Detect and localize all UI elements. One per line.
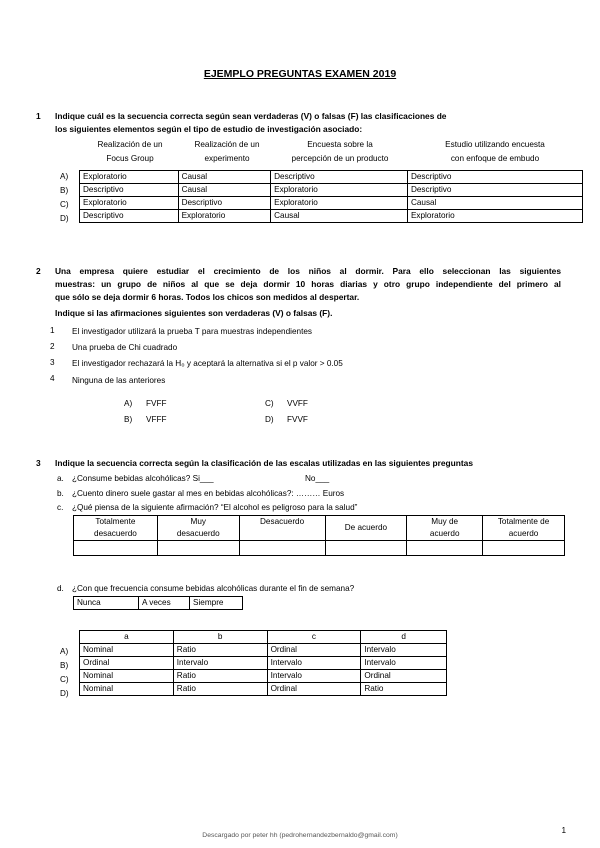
q3-answer-table [79, 630, 447, 696]
scale-cell [157, 516, 239, 541]
table-cell: Ratio [361, 683, 447, 696]
table-row [80, 670, 447, 683]
table-cell: Descriptivo [407, 171, 582, 184]
question-1-text-line1: Indique cuál es la secuencia correcta según sean verdaderas (V) o falsas (F) las clasificaciones de [55, 111, 447, 121]
scale-cell [407, 516, 483, 541]
subquestion-letter-a: a. [57, 474, 64, 483]
subquestion-a-no: No___ [305, 474, 330, 483]
list-item-number: 2 [50, 342, 55, 351]
question-2-instruction: Indique si las afirmaciones siguientes son verdaderas (V) o falsas (F). [55, 308, 333, 318]
list-item: El investigador rechazará la H₀ y aceptará la alternativa si el p valor > 0.05 [72, 359, 343, 368]
table-cell: Ordinal [267, 683, 361, 696]
q1-header-col2-line1: Realización de un [194, 140, 260, 149]
scale-line: Totalmente de [497, 517, 550, 526]
table-cell: Intervalo [267, 670, 361, 683]
scale-blank-cell[interactable] [157, 541, 239, 556]
table-row [74, 597, 243, 610]
table-cell: Exploratorio [271, 184, 408, 197]
table-cell: Ordinal [80, 657, 174, 670]
scale-line: desacuerdo [176, 529, 220, 538]
scale-blank-cell[interactable] [74, 541, 158, 556]
question-2-text-line1: Una empresa quiere estudiar el crecimiento de los niños al dormir. Para ello seleccionan las siguientes [55, 266, 561, 276]
q1-header-col3-line2: percepción de un producto [291, 154, 389, 163]
q1-header-col1-line1: Realización de un [97, 140, 163, 149]
frequency-table [73, 596, 243, 610]
table-cell: Causal [178, 184, 271, 197]
q1-header-col1 [78, 138, 182, 166]
scale-line: acuerdo [429, 529, 460, 538]
q3-letter-d: D) [60, 689, 69, 698]
table-cell: Nominal [80, 670, 174, 683]
scale-cell [325, 516, 407, 541]
scale-line: Muy de [431, 517, 459, 526]
scale-blank-cell[interactable] [483, 541, 565, 556]
table-row [80, 197, 583, 210]
table-row [80, 657, 447, 670]
list-item-number: 1 [50, 326, 55, 335]
question-1-number: 1 [36, 111, 41, 121]
option-letter-a: A) [124, 399, 133, 408]
option-value-d: FVVF [287, 415, 308, 424]
q1-letter-b: B) [60, 186, 69, 195]
q1-letter-a: A) [60, 172, 69, 181]
table-cell: Descriptivo [80, 210, 179, 223]
table-row [74, 541, 565, 556]
subquestion-b: ¿Cuento dinero suele gastar al mes en bebidas alcohólicas?: ……… Euros [72, 489, 345, 498]
scale-cell [483, 516, 565, 541]
table-cell: Ratio [173, 670, 267, 683]
subquestion-letter-b: b. [57, 489, 64, 498]
subquestion-d: ¿Con que frecuencia consume bebidas alcohólicas durante el fin de semana? [72, 584, 355, 593]
list-item-number: 3 [50, 358, 55, 367]
table-cell: Intervalo [361, 657, 447, 670]
column-header: b [173, 631, 267, 644]
table-cell: Exploratorio [80, 171, 179, 184]
list-item: Ninguna de las anteriores [72, 376, 166, 385]
list-item-number: 4 [50, 374, 55, 383]
q3-letter-a: A) [60, 647, 69, 656]
question-3-text: Indique la secuencia correcta según la clasificación de las escalas utilizadas en las siguientes preguntas [55, 458, 473, 468]
table-header-row [80, 631, 447, 644]
scale-blank-cell[interactable] [325, 541, 407, 556]
table-cell: Descriptivo [178, 197, 271, 210]
q1-answer-table [79, 170, 583, 223]
option-letter-c: C) [265, 399, 274, 408]
q1-header-col4-line1: Estudio utilizando encuesta [445, 140, 545, 149]
table-cell: Ordinal [267, 644, 361, 657]
q1-header-col4-line2: con enfoque de embudo [450, 154, 540, 163]
table-cell: Descriptivo [407, 184, 582, 197]
q1-header-col2-line2: experimento [204, 154, 250, 163]
table-row [80, 644, 447, 657]
q1-header-col3 [270, 138, 410, 166]
table-cell: Ratio [173, 683, 267, 696]
scale-cell [239, 516, 325, 541]
table-cell: Descriptivo [271, 171, 408, 184]
page-title: EJEMPLO PREGUNTAS EXAMEN 2019 [203, 68, 397, 80]
list-item: El investigador utilizará la prueba T para muestras independientes [72, 327, 313, 336]
scale-line: acuerdo [508, 529, 539, 538]
table-cell: Nominal [80, 644, 174, 657]
table-row [80, 171, 583, 184]
table-cell: Intervalo [267, 657, 361, 670]
page-number: 1 [561, 826, 566, 835]
column-header: c [267, 631, 361, 644]
q1-header-col2 [180, 138, 274, 166]
option-letter-d: D) [265, 415, 274, 424]
scale-line: Muy [190, 517, 206, 526]
option-value-b: VFFF [146, 415, 167, 424]
q3-letter-c: C) [60, 675, 69, 684]
option-value-a: FVFF [146, 399, 167, 408]
table-cell: Descriptivo [80, 184, 179, 197]
subquestion-letter-c: c. [57, 503, 64, 512]
table-row [80, 210, 583, 223]
frequency-option[interactable]: Nunca [74, 597, 139, 610]
option-letter-b: B) [124, 415, 133, 424]
table-cell: Ordinal [361, 670, 447, 683]
table-cell: Exploratorio [80, 197, 179, 210]
scale-line: De acuerdo [344, 523, 388, 532]
frequency-option[interactable]: Siempre [190, 597, 243, 610]
table-cell: Exploratorio [178, 210, 271, 223]
table-row [80, 683, 447, 696]
table-row [74, 516, 565, 541]
likert-scale-table [73, 515, 565, 556]
q1-header-col1-line2: Focus Group [106, 154, 154, 163]
table-cell: Nominal [80, 683, 174, 696]
table-cell: Intervalo [361, 644, 447, 657]
table-cell: Exploratorio [271, 197, 408, 210]
scale-blank-cell[interactable] [407, 541, 483, 556]
q1-letter-d: D) [60, 214, 69, 223]
column-header: a [80, 631, 174, 644]
list-item: Una prueba de Chi cuadrado [72, 343, 178, 352]
table-cell: Causal [271, 210, 408, 223]
scale-line: Totalmente [95, 517, 136, 526]
table-row [80, 184, 583, 197]
question-2-number: 2 [36, 266, 41, 276]
question-3-number: 3 [36, 458, 41, 468]
scale-line: desacuerdo [94, 529, 137, 538]
q1-header-col3-line1: Encuesta sobre la [307, 140, 373, 149]
scale-cell [74, 516, 158, 541]
column-header: d [361, 631, 447, 644]
frequency-option[interactable]: A veces [139, 597, 190, 610]
table-cell: Exploratorio [407, 210, 582, 223]
q3-letter-b: B) [60, 661, 69, 670]
table-cell: Ratio [173, 644, 267, 657]
subquestion-c: ¿Qué piensa de la siguiente afirmación? “El alcohol es peligroso para la salud” [72, 503, 358, 512]
subquestion-a: ¿Consume bebidas alcohólicas? Si___ [72, 474, 214, 483]
q1-header-col4 [408, 138, 582, 166]
subquestion-letter-d: d. [57, 584, 64, 593]
download-footer: Descargado por peter hh (pedrohernandezbernaldo@gmail.com) [202, 832, 398, 839]
q1-letter-c: C) [60, 200, 69, 209]
scale-blank-cell[interactable] [239, 541, 325, 556]
table-cell: Intervalo [173, 657, 267, 670]
table-cell: Causal [407, 197, 582, 210]
question-2-text-line2: muestras: un grupo de niños al que se deja dormir 10 horas diarias y otro grupo independiente del primero al [55, 279, 561, 289]
question-2-text-line3: que sólo se deja dormir 6 horas. Todos los chicos son medidos al despertar. [55, 292, 360, 302]
option-value-c: VVFF [287, 399, 308, 408]
question-1-text-line2: los siguientes elementos según el tipo de estudio de investigación asociado: [55, 124, 363, 134]
table-cell: Causal [178, 171, 271, 184]
scale-line: Desacuerdo [260, 517, 305, 526]
